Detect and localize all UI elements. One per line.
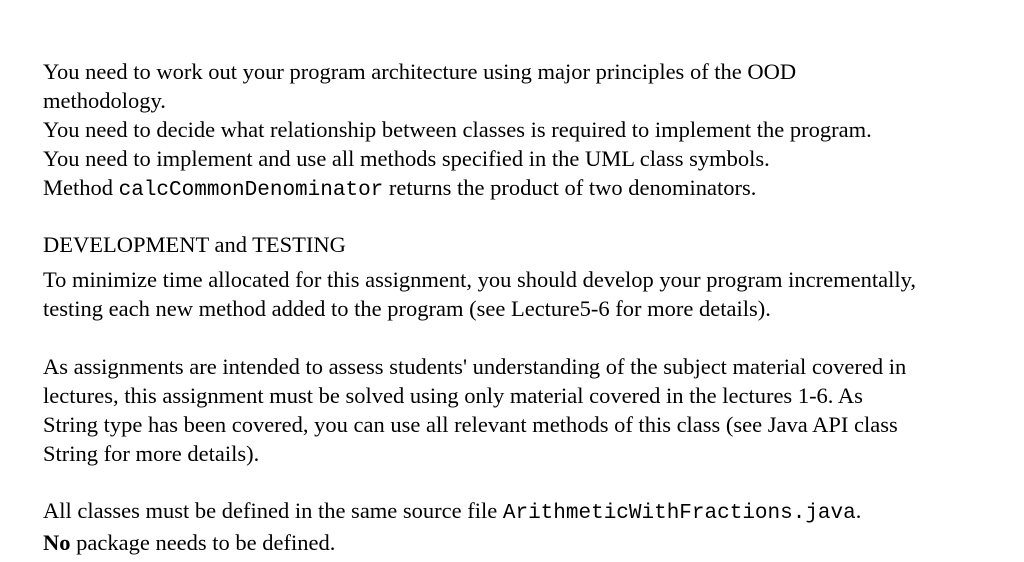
intro-line-3: You need to decide what relationship between classes is required to implement the program. — [43, 117, 872, 142]
development-paragraph — [43, 265, 1018, 323]
development-heading-block — [43, 230, 1018, 259]
files-line-1-suffix: . — [855, 498, 862, 523]
source-file-name-code: ArithmeticWithFractions.java — [502, 502, 856, 525]
development-line-2: testing each new method added to the program (see Lecture5-6 for more details). — [43, 296, 771, 321]
development-line-1: To minimize time allocated for this assignment, you should develop your program incrementally, — [43, 267, 917, 292]
assessment-line-1: As assignments are intended to assess students' understanding of the subject material covered in — [43, 354, 907, 379]
intro-line-5 — [43, 173, 1018, 205]
method-name-code: calcCommonDenominator — [118, 179, 384, 202]
assessment-line-2: lectures, this assignment must be solved using only material covered in the lectures 1-6. As — [43, 383, 863, 408]
assessment-paragraph — [43, 352, 1018, 468]
intro-line-2: methodology. — [43, 88, 166, 113]
assessment-line-3: String type has been covered, you can use all relevant methods of this class (see Java API class — [43, 412, 898, 437]
intro-line-5-prefix: Method — [43, 175, 119, 200]
intro-line-1: You need to work out your program architecture using major principles of the OOD — [43, 59, 797, 84]
development-heading: DEVELOPMENT and TESTING — [43, 232, 346, 257]
files-line-1 — [43, 496, 1018, 528]
assessment-line-4: String for more details). — [43, 441, 260, 466]
files-line-2-bold: No — [43, 530, 71, 555]
source-file-paragraph — [43, 496, 1018, 557]
intro-line-5-suffix: returns the product of two denominators. — [383, 175, 757, 200]
files-line-2 — [43, 528, 1018, 557]
intro-paragraph — [43, 57, 1018, 205]
files-line-1-prefix: All classes must be defined in the same source file — [43, 498, 503, 523]
files-line-2-rest: package needs to be defined. — [70, 530, 336, 555]
intro-line-4: You need to implement and use all methods specified in the UML class symbols. — [43, 146, 770, 171]
